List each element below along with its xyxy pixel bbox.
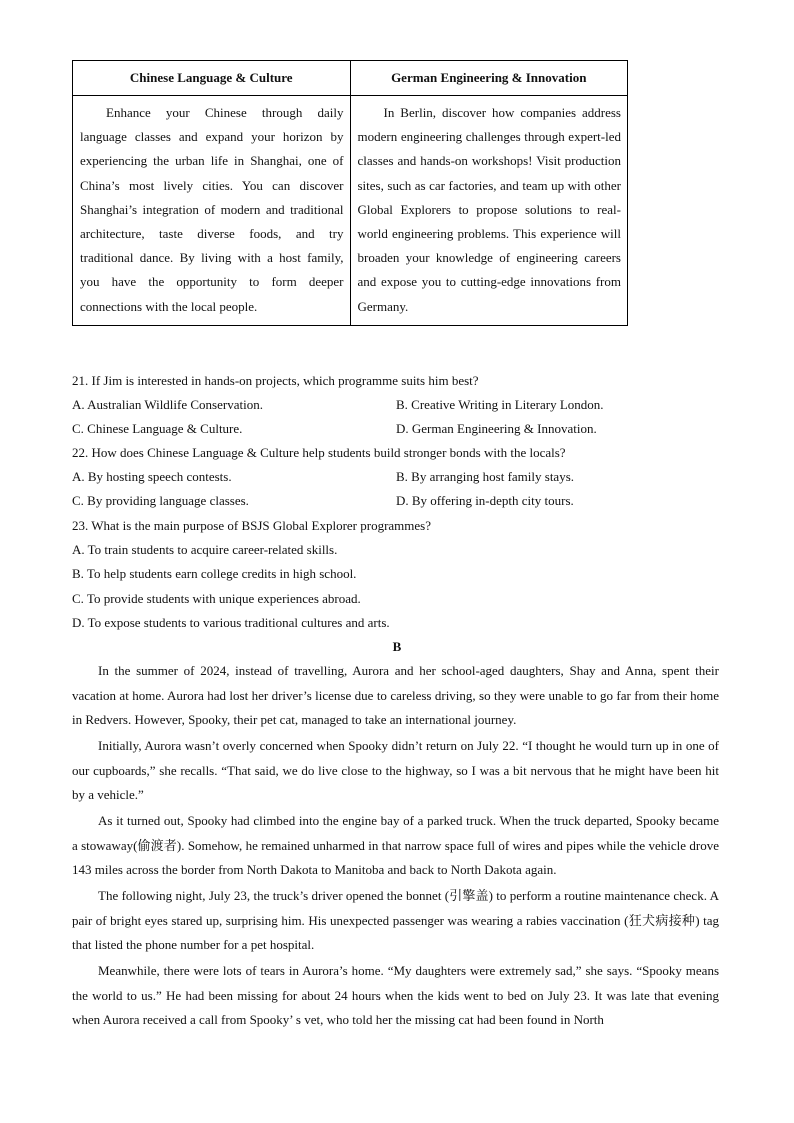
option-b[interactable]: B. Creative Writing in Literary London. [396,397,604,413]
option-b[interactable]: B. By arranging host family stays. [396,469,575,485]
option-row [72,417,732,441]
option-d[interactable]: D. By offering in-depth city tours. [396,493,574,509]
option-row [72,489,732,513]
question-21 [72,369,732,442]
table-header-chinese: Chinese Language & Culture [73,61,351,96]
passage-paragraph: In the summer of 2024, instead of travelling, Aurora and her school-aged daughters, Shay and Anna, spent their vacation at home. Aurora had lost her driver’s license due to careless driving, so they were unable to go far from their home in Redvers. However, Spooky, their pet cat, managed to take an international journey. [72,663,719,727]
section-heading: B [392,639,402,654]
passage-paragraph: Meanwhile, there were lots of tears in Aurora’s home. “My daughters were extremely sad,” she says. “Spooky means the world to us.” He had been missing for about 24 hours when the kids went to bed on July 23. It was late that evening when Aurora received a call from Spooky’ s vet, who told her the missing cat had been found in North [72,963,719,1027]
passage-paragraph: As it turned out, Spooky had climbed into the engine bay of a parked truck. When the truck departed, Spooky became a stowaway(偷渡者). Somehow, he remained unharmed in that narrow space full of wires and pipes while the vehicle drove 143 miles across the border from North Dakota to Manitoba and back to North Dakota again. [72,813,719,877]
table-cell-chinese [73,96,351,326]
cell-text: In Berlin, discover how companies address modern engineering challenges through expert-led classes and hands-on workshops! Visit production sites, such as car factories, and team up with other Global Explorers to propose solutions to real-world engineering problems. This experience will broaden your knowledge of engineering careers and expose you to cutting-edge innovations from Germany. [357,105,621,314]
option-d[interactable]: D. German Engineering & Innovation. [396,421,597,437]
option-a[interactable]: A. By hosting speech contests. [72,469,232,485]
table-header-row [73,61,628,96]
option-c[interactable]: C. To provide students with unique experiences abroad. [72,590,361,606]
option-b[interactable]: B. To help students earn college credits in high school. [72,566,357,582]
option-a[interactable]: A. To train students to acquire career-related skills. [72,542,338,558]
passage-paragraph: The following night, July 23, the truck’s driver opened the bonnet (引擎盖) to perform a routine maintenance check. A pair of bright eyes stared up, surprising him. His unexpected passenger was wearing a rabies vaccination (狂犬病接种) tag that listed the phone number for a pet hospital. [72,888,719,952]
table-header-german: German Engineering & Innovation [350,61,628,96]
option-a[interactable]: A. Australian Wildlife Conservation. [72,397,263,413]
question-23 [72,514,732,635]
option-c[interactable]: C. By providing language classes. [72,493,249,509]
question-stem: 21. If Jim is interested in hands-on projects, which programme suits him best? [72,373,479,388]
reading-passage [72,659,719,1034]
programme-table [72,60,628,326]
question-22 [72,441,732,514]
option-row [72,465,732,489]
option-row [72,393,732,417]
table-cell-german [350,96,628,326]
passage-paragraph: Initially, Aurora wasn’t overly concerned when Spooky didn’t return on July 22. “I thought he would turn up in one of our cupboards,” she recalls. “That said, we do live close to the highway, so I was a bit nervous that he might have been hit by a vehicle.” [72,738,719,802]
option-c[interactable]: C. Chinese Language & Culture. [72,421,243,437]
question-stem: 22. How does Chinese Language & Culture help students build stronger bonds with the locals? [72,445,566,460]
option-d[interactable]: D. To expose students to various traditional cultures and arts. [72,614,390,630]
question-stem: 23. What is the main purpose of BSJS Global Explorer programmes? [72,518,432,533]
table-row [73,96,628,326]
cell-text: Enhance your Chinese through daily language classes and expand your horizon by experiencing the urban life in Shanghai, one of China’s most lively cities. You can discover Shanghai’s integration of modern and traditional architecture, taste diverse foods, and try traditional dance. By living with a host family, you have the opportunity to form deeper connections with the local people. [80,105,344,314]
